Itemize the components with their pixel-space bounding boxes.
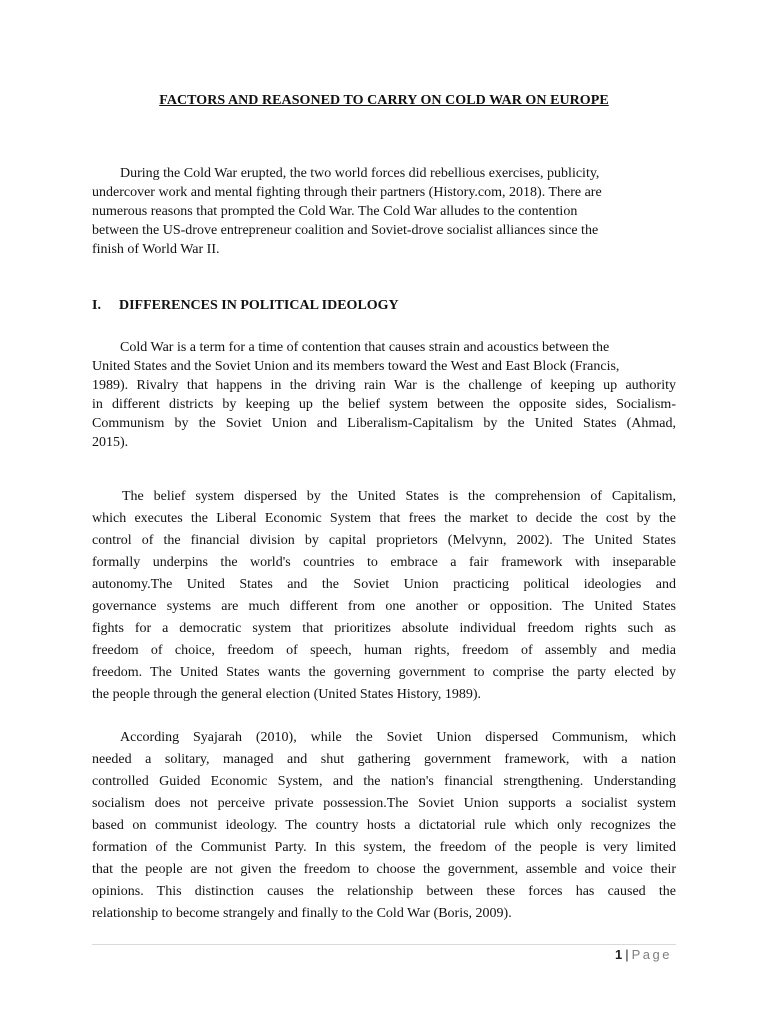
text-line: formally underpins the world's countries to embrace a fair framework with inseparable — [92, 555, 676, 570]
section-number: I. — [92, 298, 101, 313]
text-line: numerous reasons that prompted the Cold War. The Cold War alludes to the contention — [92, 204, 578, 219]
text-line: According Syajarah (2010), while the Soviet Union dispersed Communism, which — [120, 730, 676, 745]
text-line: formation of the Communist Party. In this system, the freedom of the people is very limited — [92, 840, 676, 855]
text-line: based on communist ideology. The country hosts a dictatorial rule which only recognizes the — [92, 818, 676, 833]
text-line: needed a solitary, managed and shut gathering government framework, with a nation — [92, 752, 676, 767]
text-line: governance systems are much different from one another or opposition. The United States — [92, 599, 676, 614]
text-line: 2015). — [92, 435, 129, 450]
footer-divider — [92, 944, 676, 945]
section1-paragraph-1 — [92, 338, 676, 452]
text-line: in different districts by keeping up the belief system between the opposite sides, Socialism- — [92, 397, 676, 412]
text-line: During the Cold War erupted, the two world forces did rebellious exercises, publicity, — [120, 166, 600, 181]
text-line: relationship to become strangely and finally to the Cold War (Boris, 2009). — [92, 906, 512, 921]
text-line: opinions. This distinction causes the relationship between these forces has caused the — [92, 884, 676, 899]
intro-paragraph — [92, 164, 676, 259]
text-line: which executes the Liberal Economic System that frees the market to decide the cost by the — [92, 511, 676, 526]
section1-paragraph-2 — [92, 486, 676, 706]
text-line: 1989). Rivalry that happens in the driving rain War is the challenge of keeping up authority — [92, 378, 676, 393]
text-line: freedom. The United States wants the governing government to comprise the party elected by — [92, 665, 676, 680]
document-title: FACTORS AND REASONED TO CARRY ON COLD WAR ON EUROPE — [159, 93, 609, 108]
footer-separator: | — [625, 947, 629, 962]
section1-paragraph-3 — [92, 727, 676, 925]
text-line: that the people are not given the freedom to choose the government, assemble and voice their — [92, 862, 676, 877]
text-line: fights for a democratic system that prioritizes absolute individual freedom rights such as — [92, 621, 676, 636]
text-line: controlled Guided Economic System, and the nation's financial strengthening. Understanding — [92, 774, 676, 789]
text-line: freedom of choice, freedom of speech, human rights, freedom of assembly and media — [92, 643, 676, 658]
text-line: control of the financial division by capital proprietors (Melvynn, 2002). The United States — [92, 533, 676, 548]
page-footer — [615, 947, 672, 962]
text-line: Communism by the Soviet Union and Liberalism-Capitalism by the United States (Ahmad, — [92, 416, 676, 431]
text-line: finish of World War II. — [92, 242, 220, 257]
text-line: The belief system dispersed by the United States is the comprehension of Capitalism, — [122, 489, 676, 504]
text-line: between the US-drove entrepreneur coalition and Soviet-drove socialist alliances since the — [92, 223, 599, 238]
section-heading-text: DIFFERENCES IN POLITICAL IDEOLOGY — [119, 298, 399, 313]
text-line: Cold War is a term for a time of contention that causes strain and acoustics between the — [120, 340, 610, 355]
text-line: the people through the general election (United States History, 1989). — [92, 687, 482, 702]
section-heading — [92, 298, 399, 314]
text-line: United States and the Soviet Union and its members toward the West and East Block (Francis, — [92, 359, 620, 374]
page-number: 1 — [615, 947, 623, 962]
text-line: autonomy.The United States and the Soviet Union practicing political ideologies and — [92, 577, 676, 592]
text-line: socialism does not perceive private possession.The Soviet Union supports a socialist system — [92, 796, 676, 811]
text-line: undercover work and mental fighting through their partners (History.com, 2018). There are — [92, 185, 602, 200]
page-label: Page — [631, 947, 672, 962]
